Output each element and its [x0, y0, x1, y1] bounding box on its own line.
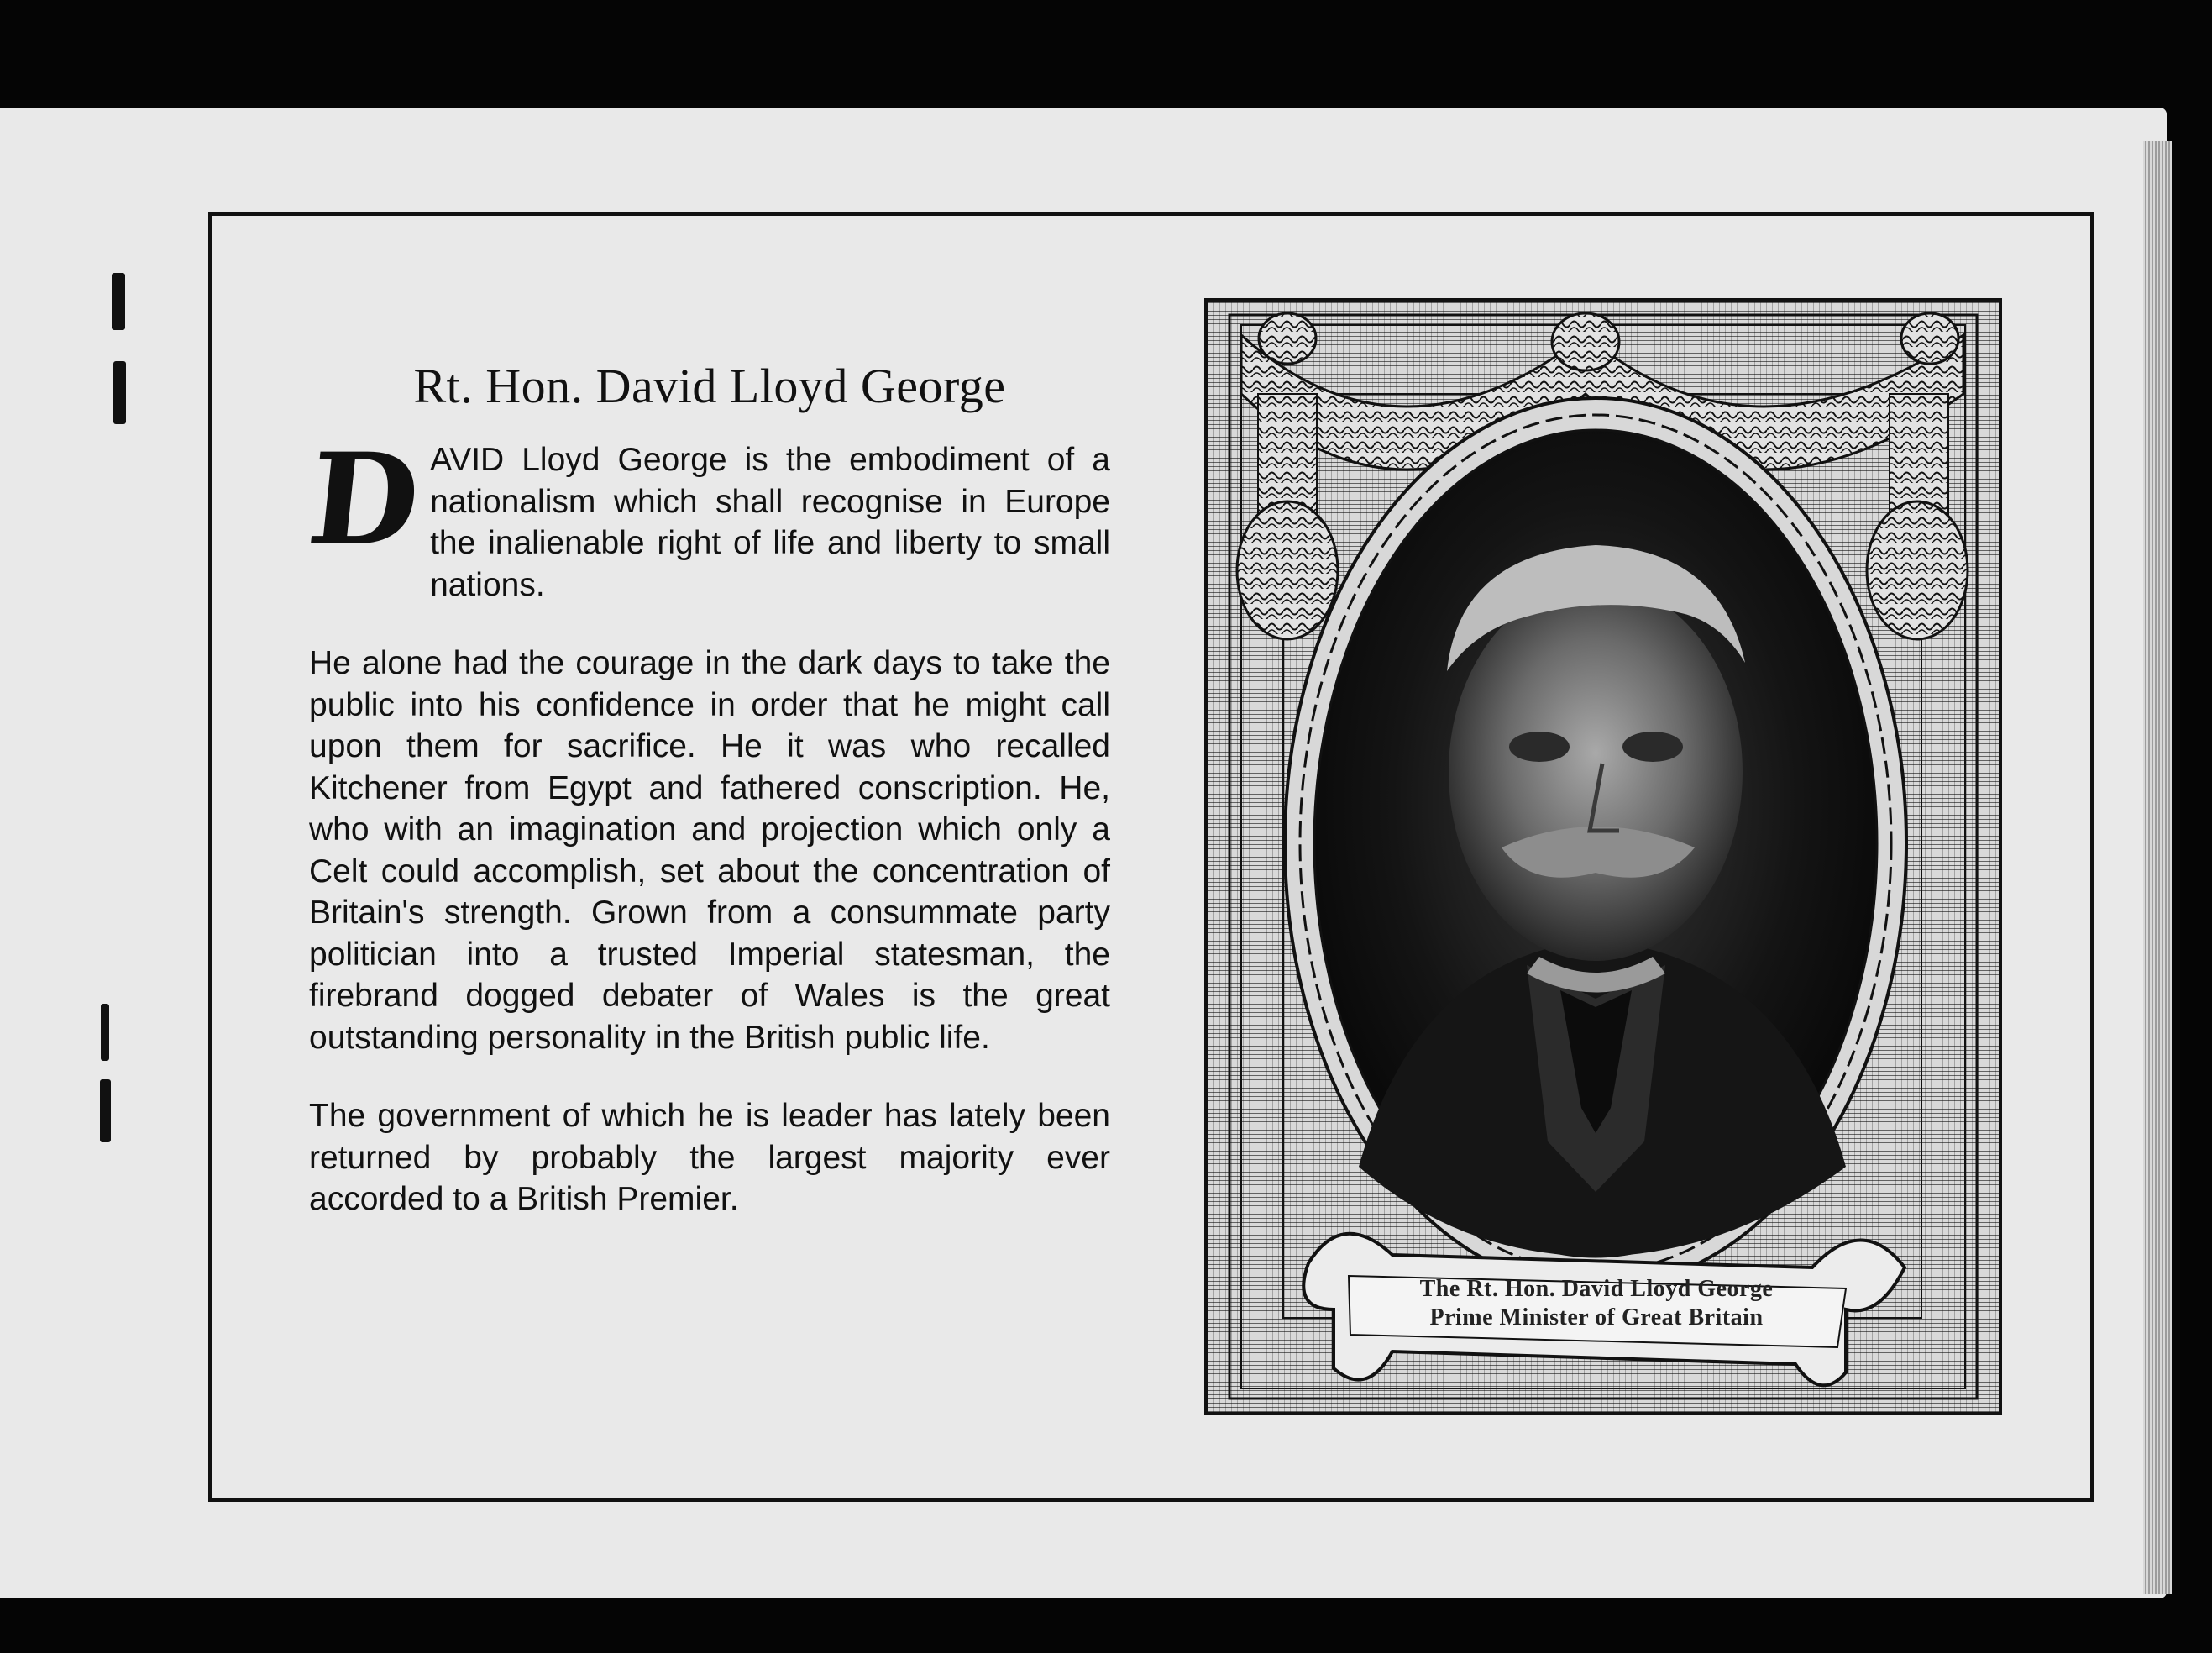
- article-paragraph: [301, 426, 1110, 606]
- portrait-frame: [1204, 298, 2002, 1415]
- portrait-caption: [1350, 1263, 1842, 1344]
- portrait-illustration: [1208, 302, 1999, 1412]
- drop-cap: D: [301, 426, 427, 574]
- article-title: Rt. Hon. David Lloyd George: [413, 359, 1006, 413]
- binding-mark: [101, 1004, 109, 1061]
- article-paragraph: He alone had the courage in the dark days to take the public into his confidence in order that he might call upon them for sacrifice. He it was who recalled Kitchener from Egypt and fathered conscription. He, who with an imagination and projection which only a Celt could accomplish, set about the concentration of Britain's strength. Grown from a consummate party politician into a trusted Imperial statesman, the firebrand dogged debater of Wales is the great outstanding personality in the British public life.: [309, 645, 1110, 1056]
- binding-mark: [112, 273, 125, 330]
- caption-line: Prime Minister of Great Britain: [1429, 1304, 1764, 1330]
- article-paragraph: The government of which he is leader has lately been returned by probably the largest majority ever accorded to a British Premier.: [309, 1098, 1110, 1217]
- binding-mark: [100, 1079, 111, 1142]
- caption-line: The Rt. Hon. David Lloyd George: [1419, 1276, 1774, 1302]
- article-paragraph-text: AVID Lloyd George is the embodiment of a nationalism which shall recognise in Europe the inalienable right of life and liberty to small nations.: [430, 442, 1110, 603]
- binding-mark: [113, 361, 126, 424]
- article: [301, 357, 1110, 1257]
- page-edge: [2143, 141, 2172, 1594]
